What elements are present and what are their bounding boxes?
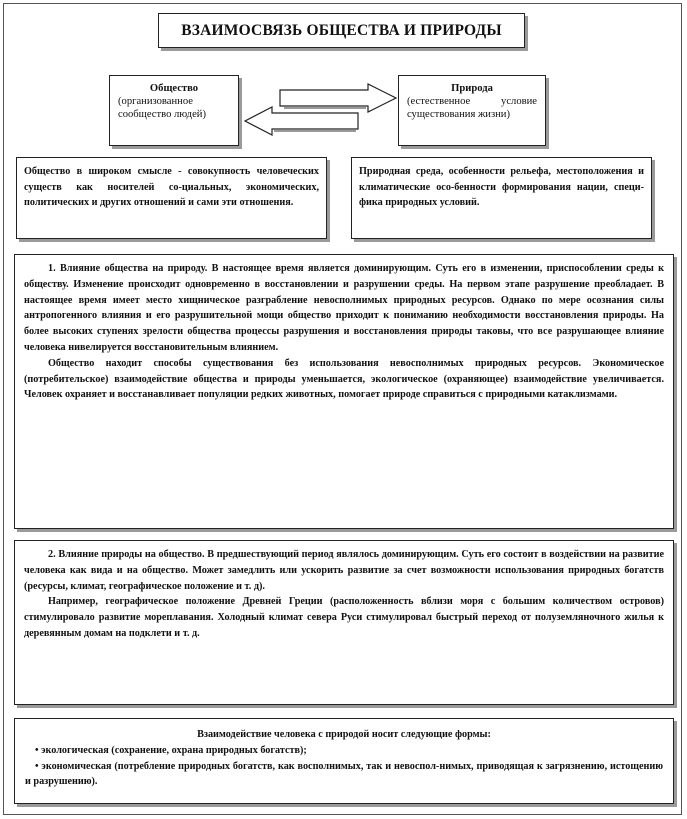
nature-definition-text: Природная среда, особенности рельефа, местоположения и климатические осо-бенности формирования нации, специ-фика природных условий. bbox=[359, 166, 644, 208]
nature-heading: Природа bbox=[451, 83, 493, 94]
nature-definition-box bbox=[351, 157, 652, 239]
nature-influence-paragraph-2: Например, географическое положение Древней Греции (расположенность вблизи моря с большим количеством островов) стимулировало развитие мореплавания. Холодный климат севера Руси стимулировал быстрый переход от полуземляночного жилья к деревянным домам на подклети и т. д. bbox=[24, 596, 664, 639]
society-influence-paragraph-2: Общество находит способы существования без использования невосполнимых природных ресурсов. Экономическое (потребительское) взаимодействие общества и природы уменьшается, экологическое (охраняющее) взаимодействие увеличивается. Человек охраняет и восстанавливает популяции редких животных, помогает природе справиться с природными катаклизмами. bbox=[24, 357, 664, 401]
society-influence-box bbox=[14, 254, 674, 529]
society-influence-paragraph-1: 1. Влияние общества на природу. В настоящее время является доминирующим. Суть его в изменении, приспособлении среды к обществу. Изменение происходит одновременно в восстановлении и разрушении среды. На первом этапе разрушение преобладает. В настоящее время имеет место хищническое разграбление невосполнимых природных ресурсов. Однако по мере осознания силы антропогенного влияния и его разрушительной мощи общество приходит к пониманию необходимости восстановления природы. На более высоких ступенях зрелости общества процессы разрушения и восстановления природы таковы, что все разрушающее влияние человека нивелируется восстановительным влиянием. bbox=[24, 263, 664, 353]
nature-influence-paragraph-1: 2. Влияние природы на общество. В предшествующий период являлось доминирующим. Суть его состоит в воздействии на развитие человека как вида и на общество. Может замедлить или ускорить развитие за счет возможности использования природных богатств (ресурсы, климат, географическое положение и т. д). bbox=[24, 549, 664, 592]
society-definition-text: Общество в широком смысле - совокупность человеческих существ как носителей со-циальных, экономических, политических и других отношений и сами эти отношения. bbox=[24, 166, 319, 208]
interaction-item-economic: • экономическая (потребление природных богатств, как восполнимых, так и невоспол-нимых, приводящая к загрязнению, истощению и разрушению). bbox=[25, 760, 663, 788]
nature-description: (естественное условие существования жизни) bbox=[407, 96, 537, 120]
arrow-society-to-nature bbox=[280, 84, 396, 112]
interaction-item-ecological: • экологическая (сохранение, охрана природных богатств); bbox=[35, 744, 307, 756]
society-description: (организованное сообщество людей) bbox=[118, 96, 206, 120]
title-text: ВЗАИМОСВЯЗЬ ОБЩЕСТВА И ПРИРОДЫ bbox=[181, 21, 502, 39]
society-definition-box bbox=[16, 157, 327, 239]
nature-influence-box bbox=[14, 540, 674, 705]
interaction-forms-box bbox=[14, 718, 674, 804]
society-heading: Общество bbox=[149, 83, 199, 94]
interaction-heading: Взаимодействие человека с природой носит следующие формы: bbox=[197, 729, 491, 740]
arrow-nature-to-society bbox=[245, 107, 358, 135]
